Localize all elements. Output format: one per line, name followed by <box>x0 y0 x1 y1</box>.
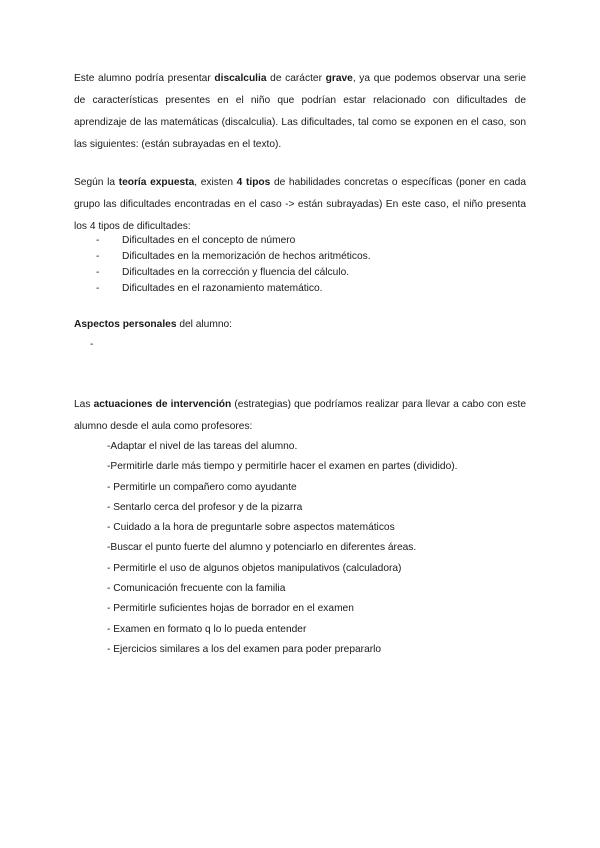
list-item: -Permitirle darle más tiempo y permitirle hacer el examen en partes (dividido). <box>107 461 458 473</box>
list-item: -Adaptar el nivel de las tareas del alumno. <box>107 441 298 452</box>
list-item: -Buscar el punto fuerte del alumno y potenciarlo en diferentes áreas. <box>107 542 417 554</box>
bullet: - <box>96 251 100 262</box>
bullet: - <box>96 283 100 294</box>
list-item: - Permitirle el uso de algunos objetos manipulativos (calculadora) <box>107 562 402 574</box>
bold-term: grave <box>325 73 353 84</box>
list-item <box>96 281 371 297</box>
list-item: - Permitirle un compañero como ayudante <box>107 481 297 493</box>
list-item-text: Dificultades en el concepto de número <box>122 235 296 246</box>
theory-paragraph <box>74 172 526 238</box>
difficulties-list <box>96 233 371 297</box>
text-span: , existen <box>194 177 237 188</box>
strategies-list <box>107 437 457 660</box>
personal-aspects-heading <box>74 316 232 334</box>
bullet: - <box>96 235 100 246</box>
text-span: Según la <box>74 177 119 188</box>
intro-paragraph <box>74 68 526 156</box>
text-span: de carácter <box>266 73 326 84</box>
intervention-paragraph <box>74 394 526 438</box>
list-item: - Comunicación frecuente con la familia <box>107 583 286 595</box>
text-span: (estrategias) que podríamos realizar para llevar a cabo con este alumno desde el aula como profesores: <box>74 399 526 432</box>
personal-aspects-dash: - <box>90 339 94 350</box>
bold-term: 4 tipos <box>236 177 271 188</box>
list-item-text: Dificultades en la memorización de hechos aritméticos. <box>122 251 371 262</box>
list-item <box>96 249 371 265</box>
text-span: de habilidades concretas o específicas (poner en cada grupo las dificultades encontradas en el caso -> están subrayadas) En este caso, el niño presenta los 4 tipos de dificultades: <box>74 177 526 232</box>
text-span: Este alumno podría presentar <box>74 73 215 84</box>
list-item: - Examen en formato q lo lo pueda entender <box>107 623 307 635</box>
list-item: - Sentarlo cerca del profesor y de la pizarra <box>107 501 303 513</box>
list-item: - Ejercicios similares a los del examen para poder prepararlo <box>107 643 382 655</box>
text-span: , ya que podemos observar una serie de características presentes en el niño que podrían estar relacionado con dificultades de aprendizaje de las matemáticas (discalculia). Las dificultades, tal como se exponen en el caso, son las siguientes: (están subrayadas en el texto). <box>74 73 527 150</box>
list-item <box>96 265 371 281</box>
list-item-text: Dificultades en el razonamiento matemático. <box>122 283 323 294</box>
bullet: - <box>96 267 100 278</box>
list-item <box>96 233 371 249</box>
list-item-text: Dificultades en la corrección y fluencia del cálculo. <box>122 267 350 278</box>
text-span: Las <box>74 399 94 410</box>
bold-term: teoría expuesta <box>118 177 195 188</box>
text-span: del alumno: <box>176 319 232 330</box>
bold-term: actuaciones de intervención <box>93 399 232 410</box>
bold-term: discalculia <box>214 73 267 84</box>
list-item: - Permitirle suficientes hojas de borrador en el examen <box>107 603 354 615</box>
bold-term: Aspectos personales <box>74 319 177 330</box>
list-item: - Cuidado a la hora de preguntarle sobre aspectos matemáticos <box>107 522 395 534</box>
